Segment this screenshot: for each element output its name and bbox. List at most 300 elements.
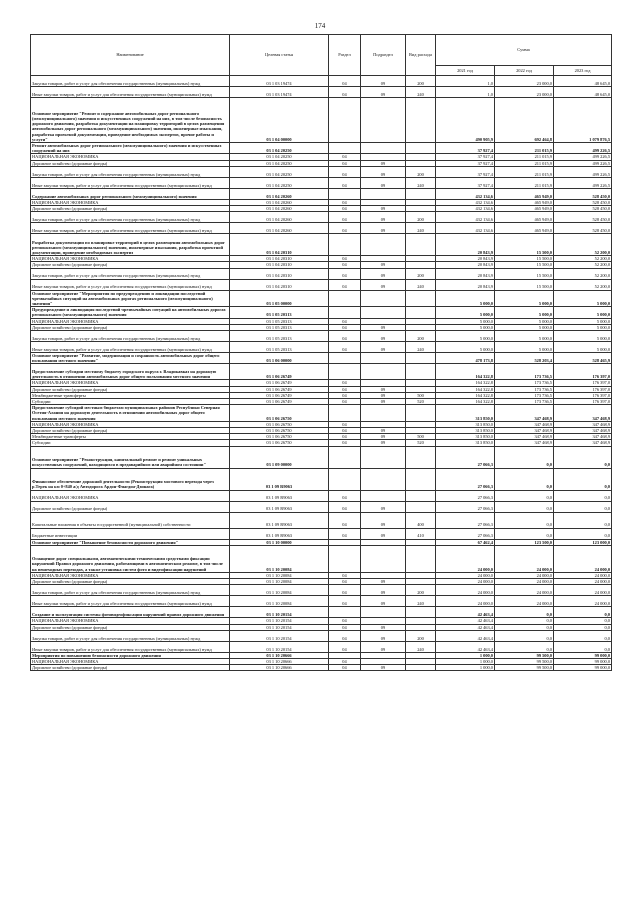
row-name: Субсидии [31,440,230,446]
row-subsection: 09 [361,440,406,446]
row-sum-2021: 37 927,4 [436,177,495,188]
row-subsection: 09 [361,324,406,330]
row-sum-2023: 176 397,0 [554,399,612,405]
row-code: 03 1 04 20250 [230,160,329,166]
row-sum-2021: 27 066,3 [436,446,495,468]
row-sum-2021: 27 066,3 [436,501,495,512]
row-name: Дорожное хозяйство (дорожные фонды) [31,665,230,671]
row-sum-2022: 24 000,0 [495,572,554,578]
row-name: Дорожное хозяйство (дорожные фонды) [31,262,230,268]
row-type [406,405,436,422]
row-name: Дорожное хозяйство (дорожные фонды) [31,428,230,434]
row-type: 400 [406,512,436,528]
table-row [31,188,612,199]
row-code: 03 1 10 20154 [230,624,329,630]
row-type: 500 [406,392,436,398]
row-name: Дорожное хозяйство (дорожные фонды) [31,624,230,630]
row-sum-2023: 48 645,0 [554,87,612,98]
row-name: НАЦИОНАЛЬНАЯ ЭКОНОМИКА [31,318,230,324]
row-sum-2021: 20 843,9 [436,279,495,290]
table-body [31,76,612,671]
header-code: Целевая статья [230,35,329,76]
row-sum-2021: 5 000,0 [436,342,495,353]
row-sum-2021: 5 000,0 [436,331,495,342]
row-sum-2021: 1 000,0 [436,665,495,671]
row-sum-2022: 23 000,0 [495,87,554,98]
row-type: 240 [406,342,436,353]
row-sum-2023: 347 468,9 [554,440,612,446]
row-section: 04 [329,434,361,440]
header-subsection: Подраздел [361,35,406,76]
row-name: НАЦИОНАЛЬНАЯ ЭКОНОМИКА [31,199,230,205]
row-sum-2022: 528 203,4 [495,353,554,364]
row-subsection [361,234,406,256]
row-subsection: 09 [361,279,406,290]
row-code: 03 1 05 20313 [230,342,329,353]
row-section: 04 [329,665,361,671]
table-row [31,212,612,223]
row-sum-2022: 5 000,0 [495,290,554,307]
row-subsection [361,468,406,490]
row-subsection [361,490,406,501]
row-subsection [361,98,406,143]
row-type [406,607,436,618]
row-sum-2022: 5 000,0 [495,318,554,324]
row-sum-2022: 24 000,0 [495,545,554,572]
row-sum-2023: 0,0 [554,624,612,630]
row-subsection: 09 [361,434,406,440]
table-row [31,143,612,154]
row-subsection: 09 [361,585,406,596]
row-subsection: 09 [361,262,406,268]
row-sum-2021: 1,0 [436,87,495,98]
row-type [406,545,436,572]
row-sum-2021: 20 843,9 [436,234,495,256]
row-subsection [361,364,406,380]
row-sum-2023: 0,0 [554,618,612,624]
row-name: Капитальные вложения в объекты государственной (муниципальной) собственности [31,512,230,528]
row-name: Финансовое обеспечение дорожной деятельности (Реконструкция мостового перехода через р.Терек на км 0+840 а/д Автодорога Ардон-Фиагдон-Дзинага) [31,468,230,490]
row-section: 04 [329,76,361,87]
row-sum-2022: 347 468,9 [495,440,554,446]
row-name: Дорожное хозяйство (дорожные фонды) [31,386,230,392]
row-sum-2021: 313 850,0 [436,434,495,440]
row-section: 04 [329,399,361,405]
row-code: 03 1 10 20154 [230,618,329,624]
row-code: 03 1 06 26750 [230,428,329,434]
header-year-2021: 2021 год [436,66,495,76]
row-code: 03 1 10 20084 [230,585,329,596]
row-sum-2022: 211 015,9 [495,177,554,188]
row-sum-2021: 164 322,8 [436,380,495,386]
row-name: Дорожное хозяйство (дорожные фонды) [31,160,230,166]
row-subsection: 09 [361,223,406,234]
table-row [31,234,612,256]
row-sum-2023: 5 000,0 [554,307,612,318]
row-sum-2022: 173 736,5 [495,380,554,386]
table-row [31,501,612,512]
row-section: 04 [329,630,361,641]
row-code: 03 1 06 26750 [230,434,329,440]
row-code: 03 1 04 20260 [230,206,329,212]
row-name: Дорожное хозяйство (дорожные фонды) [31,324,230,330]
table-row [31,307,612,318]
row-sum-2022: 15 500,0 [495,262,554,268]
row-sum-2021: 5 000,0 [436,318,495,324]
row-name: Основное мероприятие "Реконструкция, капитальный ремонт и ремонт уникальных искусственных сооружений, находящихся в предаварийном или аварийном состоянии" [31,446,230,468]
row-sum-2023: 5 000,0 [554,324,612,330]
row-sum-2023: 0,0 [554,490,612,501]
row-sum-2021: 20 843,9 [436,268,495,279]
row-sum-2023: 499 226,5 [554,177,612,188]
row-sum-2021: 24 000,0 [436,585,495,596]
row-code: 03 1 10 20084 [230,579,329,585]
row-name: Межбюджетные трансферты [31,392,230,398]
row-code: 03 1 03 19474 [230,87,329,98]
row-sum-2023: 528 450,0 [554,212,612,223]
row-section [329,143,361,154]
row-sum-2023: 347 468,9 [554,421,612,427]
row-subsection: 09 [361,342,406,353]
row-name: Иные закупки товаров, работ и услуг для обеспечения государственных (муниципальных) нужд [31,342,230,353]
row-code: 03 1 04 20250 [230,143,329,154]
row-section: 04 [329,212,361,223]
row-sum-2022: 173 736,5 [495,399,554,405]
row-section: 04 [329,490,361,501]
table-row [31,76,612,87]
row-code: 03 1 09 R9063 [230,490,329,501]
row-sum-2021: 42 463,4 [436,630,495,641]
row-sum-2022: 465 949,0 [495,223,554,234]
row-code: 03 1 05 20313 [230,318,329,324]
row-type [406,188,436,199]
row-type: 520 [406,399,436,405]
row-type [406,234,436,256]
row-sum-2022: 211 015,9 [495,160,554,166]
header-type: Вид расхода [406,35,436,76]
row-sum-2021: 432 134,6 [436,199,495,205]
row-section: 04 [329,528,361,539]
row-section [329,307,361,318]
row-code: 03 1 04 20260 [230,199,329,205]
row-sum-2022: 211 015,9 [495,143,554,154]
row-section [329,188,361,199]
row-code: 03 1 10 20666 [230,652,329,658]
row-sum-2023: 24 000,0 [554,572,612,578]
table-row [31,490,612,501]
row-type: 200 [406,630,436,641]
row-subsection [361,290,406,307]
row-name: НАЦИОНАЛЬНАЯ ЭКОНОМИКА [31,490,230,501]
row-sum-2021: 1 000,0 [436,652,495,658]
row-subsection: 09 [361,528,406,539]
row-subsection: 09 [361,579,406,585]
table-row [31,405,612,422]
row-sum-2022: 0,0 [495,630,554,641]
row-subsection: 09 [361,87,406,98]
row-code: 03 1 10 20154 [230,630,329,641]
row-section: 04 [329,572,361,578]
row-sum-2022: 99 500,0 [495,652,554,658]
row-name: Дорожное хозяйство (дорожные фонды) [31,206,230,212]
row-sum-2022: 211 015,9 [495,166,554,177]
row-name: Иные закупки товаров, работ и услуг для обеспечения государственных (муниципальных) нужд [31,177,230,188]
row-sum-2023: 528 450,0 [554,223,612,234]
row-sum-2023: 176 397,0 [554,392,612,398]
row-name: НАЦИОНАЛЬНАЯ ЭКОНОМИКА [31,256,230,262]
budget-table [30,34,612,671]
row-type [406,143,436,154]
row-sum-2023: 528 465,9 [554,353,612,364]
table-row [31,353,612,364]
row-sum-2023: 499 226,5 [554,166,612,177]
row-subsection: 09 [361,596,406,607]
row-type: 200 [406,585,436,596]
row-subsection [361,353,406,364]
row-subsection [361,143,406,154]
table-row [31,446,612,468]
row-name: Закупка товаров, работ и услуг для обеспечения государственных (муниципальных) нужд [31,76,230,87]
row-sum-2022: 465 949,0 [495,199,554,205]
row-name: Разработка документации по планировке территорий в целях размещения автомобильных дорог регионального (межмуниципального) значения, инженерные изыскания, разработка проектной документации, проведение необходимых экспертиз [31,234,230,256]
table-row [31,166,612,177]
row-sum-2022: 173 736,5 [495,392,554,398]
row-code: 03 1 04 20250 [230,177,329,188]
row-sum-2023: 347 468,9 [554,434,612,440]
row-name: Закупка товаров, работ и услуг для обеспечения государственных (муниципальных) нужд [31,268,230,279]
row-section [329,364,361,380]
row-name: Закупка товаров, работ и услуг для обеспечения государственных (муниципальных) нужд [31,212,230,223]
row-code: 03 1 10 20666 [230,658,329,664]
row-sum-2023: 176 397,0 [554,364,612,380]
row-sum-2023: 0,0 [554,607,612,618]
row-sum-2022: 15 500,0 [495,234,554,256]
row-code: 03 1 10 20154 [230,607,329,618]
row-sum-2021: 37 927,4 [436,160,495,166]
row-sum-2023: 176 397,0 [554,386,612,392]
row-sum-2023: 5 000,0 [554,331,612,342]
row-section [329,468,361,490]
row-sum-2022: 99 500,0 [495,658,554,664]
row-section: 04 [329,256,361,262]
row-code: 03 1 09 R9063 [230,501,329,512]
row-sum-2022: 5 000,0 [495,324,554,330]
row-name: Межбюджетные трансферты [31,434,230,440]
row-sum-2022: 211 015,9 [495,154,554,160]
row-sum-2023: 176 397,0 [554,380,612,386]
row-name: Предоставление субсидии местному бюджету городского округа г. Владикавказ на дорожную деятельность в отношении автомобильных дорог общего пользования местного значения [31,364,230,380]
row-sum-2022: 692 464,8 [495,98,554,143]
row-code: 03 1 10 20666 [230,665,329,671]
row-sum-2021: 5 000,0 [436,307,495,318]
row-section: 04 [329,440,361,446]
row-section: 04 [329,177,361,188]
row-name: Закупка товаров, работ и услуг для обеспечения государственных (муниципальных) нужд [31,630,230,641]
row-section: 04 [329,624,361,630]
row-code: 03 1 06 26749 [230,392,329,398]
row-sum-2023: 528 450,0 [554,199,612,205]
row-code: 03 1 04 20310 [230,256,329,262]
row-sum-2022: 5 000,0 [495,342,554,353]
row-subsection: 09 [361,177,406,188]
row-name: Ремонт автомобильных дорог регионального (межмуниципального) значения и искусственных сооружений на них [31,143,230,154]
table-row [31,342,612,353]
row-sum-2021: 20 843,9 [436,262,495,268]
row-sum-2022: 0,0 [495,512,554,528]
table-row [31,290,612,307]
row-sum-2022: 99 500,0 [495,665,554,671]
row-type: 520 [406,440,436,446]
row-sum-2022: 0,0 [495,624,554,630]
row-type [406,98,436,143]
row-sum-2023: 499 226,5 [554,154,612,160]
row-name: Мероприятия по повышению безопасности дорожного движения [31,652,230,658]
row-subsection: 09 [361,392,406,398]
row-type [406,501,436,512]
row-section [329,290,361,307]
row-name: Предоставление субсидий местным бюджетам муниципальных районов Республики Северная Осетия-Алания на дорожную деятельность в отношении автомобильных дорог общего пользования местного значения [31,405,230,422]
row-code: 03 1 06 26749 [230,380,329,386]
row-type [406,290,436,307]
table-row [31,98,612,143]
row-sum-2023: 0,0 [554,528,612,539]
row-sum-2021: 42 463,4 [436,641,495,652]
row-sum-2022: 347 468,9 [495,434,554,440]
row-name: Закупка товаров, работ и услуг для обеспечения государственных (муниципальных) нужд [31,585,230,596]
row-subsection [361,446,406,468]
row-code: 03 1 04 20310 [230,234,329,256]
row-name: Закупка товаров, работ и услуг для обеспечения государственных (муниципальных) нужд [31,166,230,177]
row-sum-2021: 432 134,6 [436,223,495,234]
row-sum-2023: 99 000,0 [554,652,612,658]
row-type: 240 [406,279,436,290]
row-sum-2023: 123 000,0 [554,539,612,545]
row-code: 03 1 04 20260 [230,188,329,199]
row-sum-2021: 490 905,9 [436,98,495,143]
row-code: 03 1 10 00000 [230,539,329,545]
row-sum-2021: 164 322,8 [436,399,495,405]
row-sum-2021: 27 066,3 [436,528,495,539]
row-sum-2023: 24 000,0 [554,579,612,585]
row-type: 500 [406,434,436,440]
row-sum-2022: 0,0 [495,490,554,501]
row-sum-2022: 5 000,0 [495,307,554,318]
row-type: 200 [406,331,436,342]
row-subsection: 09 [361,212,406,223]
row-name: Закупка товаров, работ и услуг для обеспечения государственных (муниципальных) нужд [31,331,230,342]
row-name: НАЦИОНАЛЬНАЯ ЭКОНОМИКА [31,618,230,624]
row-sum-2021: 313 850,0 [436,440,495,446]
header-year-2023: 2023 год [554,66,612,76]
row-sum-2023: 5 000,0 [554,342,612,353]
row-name: Создание и эксплуатация системы фотовидеофиксации нарушений правил дорожного движения [31,607,230,618]
row-name: НАЦИОНАЛЬНАЯ ЭКОНОМИКА [31,154,230,160]
row-sum-2023: 24 000,0 [554,596,612,607]
row-subsection [361,405,406,422]
row-code: 03 1 10 20154 [230,641,329,652]
row-sum-2021: 432 134,6 [436,206,495,212]
row-sum-2023: 52 200,0 [554,234,612,256]
row-sum-2021: 24 000,0 [436,545,495,572]
row-sum-2021: 164 322,8 [436,386,495,392]
row-section: 04 [329,386,361,392]
row-subsection: 09 [361,386,406,392]
row-sum-2023: 52 200,0 [554,256,612,262]
row-sum-2022: 24 000,0 [495,585,554,596]
row-sum-2021: 164 322,8 [436,364,495,380]
row-sum-2022: 173 736,5 [495,364,554,380]
row-name: НАЦИОНАЛЬНАЯ ЭКОНОМИКА [31,572,230,578]
row-section: 04 [329,262,361,268]
row-code: 03 1 04 00000 [230,98,329,143]
row-type: 240 [406,596,436,607]
row-sum-2022: 465 949,0 [495,206,554,212]
row-name: Основное мероприятие "Ремонт и содержание автомобильных дорог регионального (межмуниципального) значения и искусственных сооружений на них, в том числе безопасность дорожного движения, разработка документации на планировку территорий в целях размещения автомобильных дорог регионального (межмуниципального) значения, инженерные изыскания, разработка проектной документации, проведение необходимых экспертиз, прочие работы и услуги" [31,98,230,143]
row-sum-2023: 5 000,0 [554,318,612,324]
row-subsection [361,188,406,199]
table-row [31,665,612,671]
table-row [31,528,612,539]
row-sum-2023: 499 226,5 [554,143,612,154]
row-subsection: 09 [361,665,406,671]
row-section [329,446,361,468]
row-sum-2021: 37 927,4 [436,143,495,154]
table-row [31,177,612,188]
row-section: 04 [329,324,361,330]
row-name: Дорожное хозяйство (дорожные фонды) [31,501,230,512]
row-section: 04 [329,199,361,205]
row-sum-2023: 52 200,0 [554,262,612,268]
row-code: 03 1 04 20310 [230,262,329,268]
row-section: 04 [329,512,361,528]
row-sum-2023: 528 450,0 [554,206,612,212]
row-sum-2021: 1 000,0 [436,658,495,664]
row-name: Иные закупки товаров, работ и услуг для обеспечения государственных (муниципальных) нужд [31,596,230,607]
row-code: 03 1 09 R9063 [230,468,329,490]
header-section: Раздел [329,35,361,76]
row-code: 03 1 04 20250 [230,166,329,177]
table-row [31,279,612,290]
row-sum-2021: 67 462,4 [436,539,495,545]
row-subsection: 09 [361,166,406,177]
row-code: 03 1 04 20260 [230,212,329,223]
row-name: НАЦИОНАЛЬНАЯ ЭКОНОМИКА [31,658,230,664]
row-name: НАЦИОНАЛЬНАЯ ЭКОНОМИКА [31,421,230,427]
table-row [31,87,612,98]
row-subsection: 09 [361,501,406,512]
row-code: 03 1 04 20310 [230,279,329,290]
row-sum-2021: 27 066,3 [436,512,495,528]
row-type [406,468,436,490]
row-sum-2022: 465 949,0 [495,188,554,199]
row-code: 03 1 06 26750 [230,405,329,422]
row-sum-2023: 0,0 [554,468,612,490]
row-code: 03 1 05 20313 [230,307,329,318]
row-section [329,353,361,364]
row-section: 04 [329,206,361,212]
row-section [329,234,361,256]
row-name: Иные закупки товаров, работ и услуг для обеспечения государственных (муниципальных) нужд [31,279,230,290]
table-row [31,268,612,279]
row-sum-2021: 1,0 [436,76,495,87]
row-code: 03 1 06 26749 [230,386,329,392]
table-row [31,630,612,641]
row-name: Предупреждение и ликвидация последствий чрезвычайных ситуаций на автомобильных дорогах регионального (межмуниципального) значения [31,307,230,318]
row-sum-2021: 5 000,0 [436,290,495,307]
row-subsection [361,545,406,572]
table-row [31,512,612,528]
row-sum-2021: 24 000,0 [436,579,495,585]
